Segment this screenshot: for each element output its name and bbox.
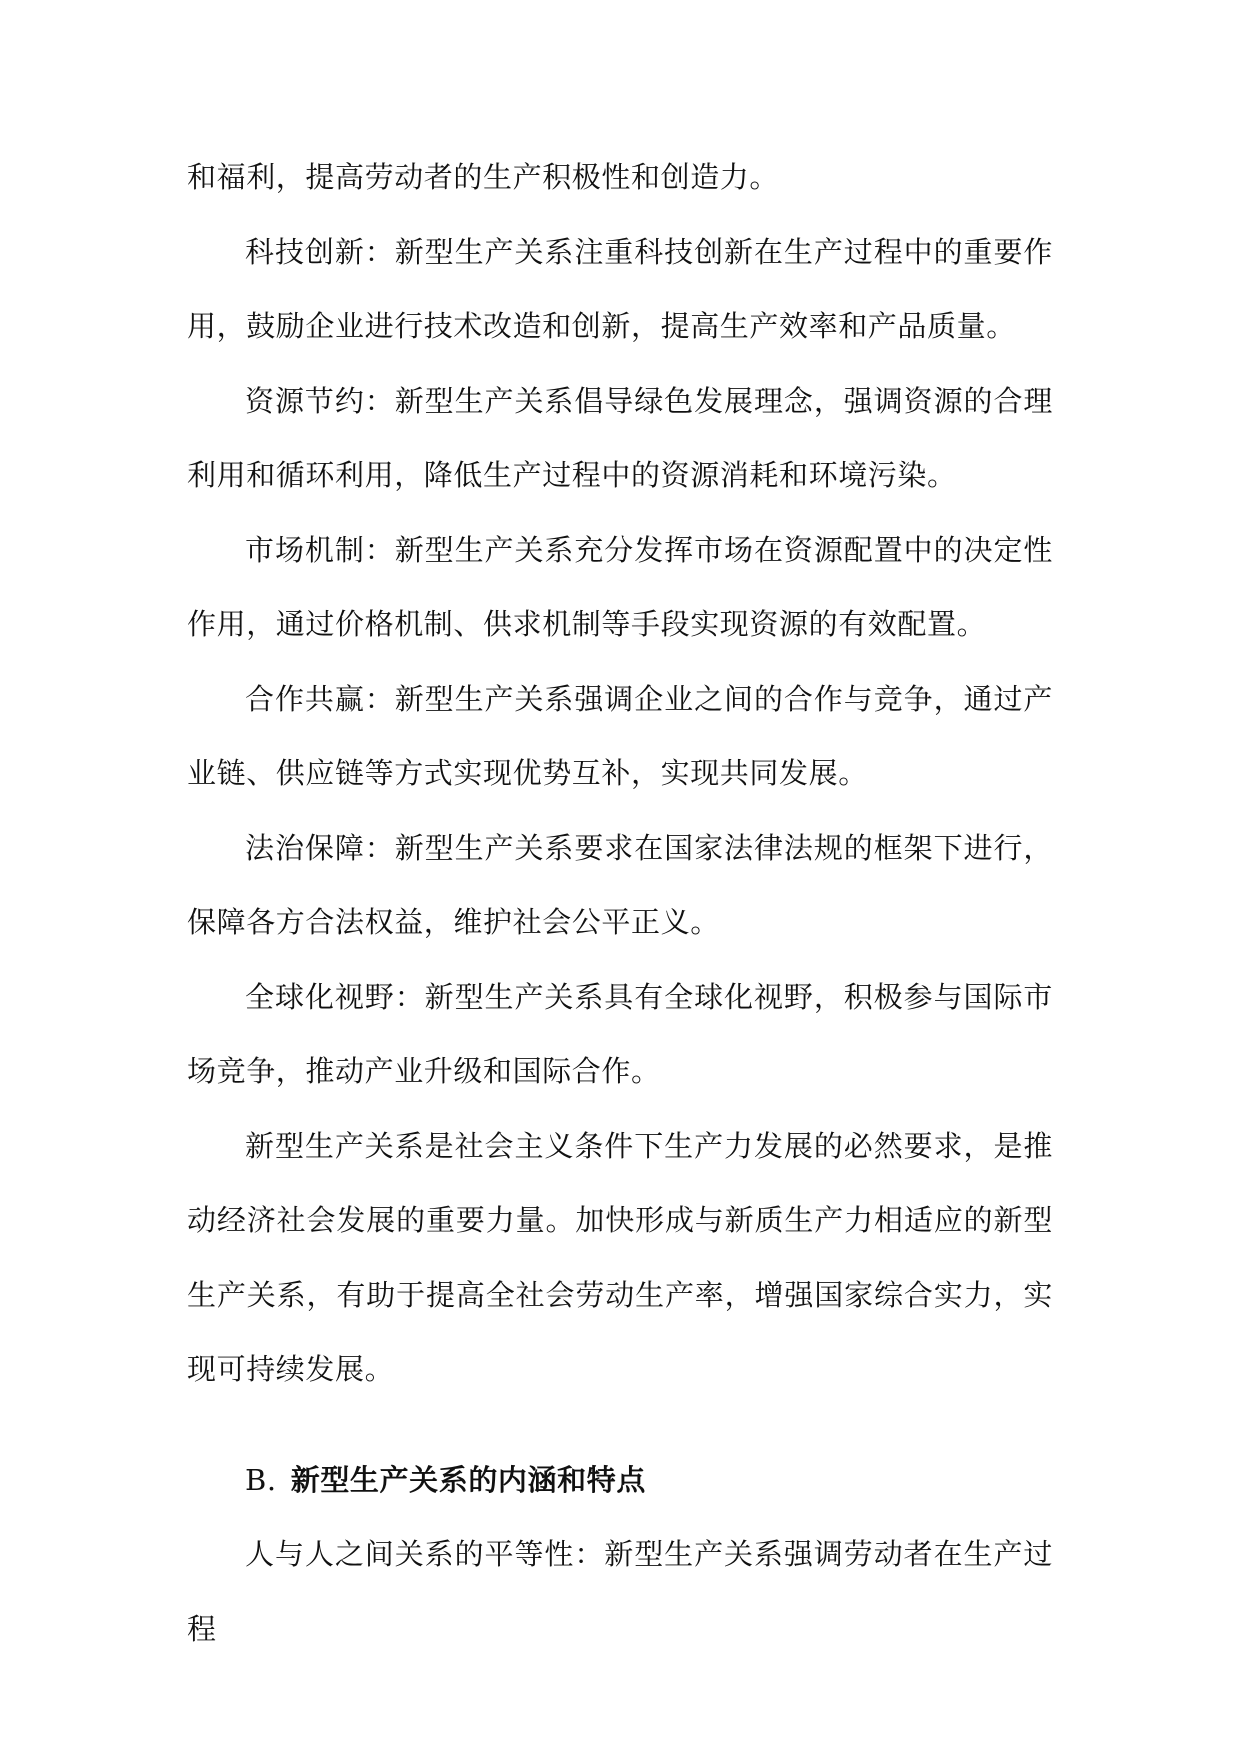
- paragraph-tech-innovation: 科技创新：新型生产关系注重科技创新在生产过程中的重要作用，鼓励企业进行技术改造和创新，提高生产效率和产品质量。: [187, 234, 1053, 343]
- section-title: 新型生产关系的内涵和特点: [290, 1462, 646, 1497]
- paragraph-global-vision: 全球化视野：新型生产关系具有全球化视野，积极参与国际市场竞争，推动产业升级和国际合作。: [187, 979, 1053, 1088]
- section-marker: B.: [245, 1462, 277, 1497]
- paragraph-rule-of-law: 法治保障：新型生产关系要求在国家法律法规的框架下进行，保障各方合法权益，维护社会公平正义。: [187, 830, 1053, 939]
- paragraph-cooperation: 合作共赢：新型生产关系强调企业之间的合作与竞争，通过产业链、供应链等方式实现优势互补，实现共同发展。: [187, 681, 1053, 790]
- paragraph-group-bottom: [187, 1517, 1053, 1666]
- paragraph-summary: 新型生产关系是社会主义条件下生产力发展的必然要求，是推动经济社会发展的重要力量。加快形成与新质生产力相适应的新型生产关系，有助于提高全社会劳动生产率，增强国家综合实力，实现可持续发展。: [187, 1128, 1053, 1386]
- paragraph-welfare-tail: 和福利，提高劳动者的生产积极性和创造力。: [187, 160, 780, 194]
- paragraph-group-top: [187, 140, 1053, 1407]
- page-content: [187, 140, 1053, 1666]
- paragraph-resource-saving: 资源节约：新型生产关系倡导绿色发展理念，强调资源的合理利用和循环利用，降低生产过程中的资源消耗和环境污染。: [187, 383, 1053, 492]
- paragraph-market-mechanism: 市场机制：新型生产关系充分发挥市场在资源配置中的决定性作用，通过价格机制、供求机制等手段实现资源的有效配置。: [187, 532, 1053, 641]
- paragraph-equality: 人与人之间关系的平等性：新型生产关系强调劳动者在生产过程: [187, 1537, 1053, 1646]
- section-heading: [187, 1443, 1053, 1518]
